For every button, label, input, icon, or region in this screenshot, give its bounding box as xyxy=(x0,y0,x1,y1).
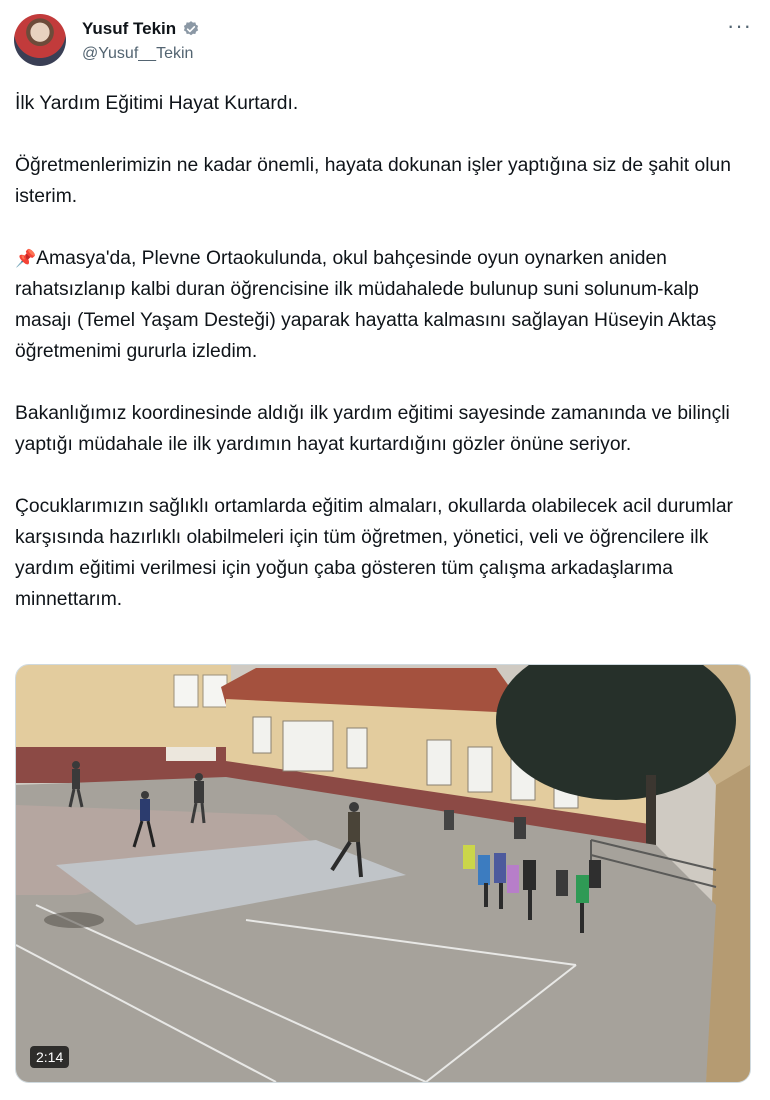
tweet-paragraph-1: İlk Yardım Eğitimi Hayat Kurtardı. xyxy=(15,93,299,114)
tweet-paragraph-5: Çocuklarımızın sağlıklı ortamlarda eğitim almaları, okullarda olabilecek acil durumlar karşısında hazırlıklı olabilmeleri için tüm öğretmen, yönetici, veli ve öğrencilere ilk yardım eğitimi verilmesi için yoğun çaba gösteren tüm çalışma arkadaşlarıma minnettarım. xyxy=(15,496,733,610)
tweet-paragraph-3-text: Amasya'da, Plevne Ortaokulunda, okul bahçesinde oyun oynarken aniden rahatsızlanıp kalbi duran öğrencisine ilk müdahalede bulunup suni solunum-kalp masajı (Temel Yaşam Desteği) yaparak hayatta kalmasını sağlayan Hüseyin Aktaş öğretmenimi gururla izledim. xyxy=(15,248,717,362)
tweet-paragraph-3 xyxy=(15,243,755,367)
tweet-paragraph-4: Bakanlığımız koordinesinde aldığı ilk yardım eğitimi sayesinde zamanında ve bilinçli yaptığı müdahale ile ilk yardımın hayat kurtardığını gözler önüne seriyor. xyxy=(15,403,730,455)
author-handle[interactable]: @Yusuf__Tekin xyxy=(82,45,194,62)
author-name-row xyxy=(82,19,200,39)
author-display-name[interactable]: Yusuf Tekin xyxy=(82,19,177,38)
video-player[interactable] xyxy=(15,664,751,1083)
video-frame xyxy=(16,665,750,1082)
verified-badge-icon xyxy=(182,20,200,38)
tweet-paragraph-2: Öğretmenlerimizin ne kadar önemli, hayata dokunan işler yaptığına siz de şahit olun isterim. xyxy=(15,155,731,207)
tweet-text xyxy=(15,88,755,646)
more-options-icon[interactable]: ··· xyxy=(727,13,752,38)
avatar[interactable] xyxy=(14,14,66,66)
tweet-header xyxy=(14,12,756,72)
video-duration-badge: 2:14 xyxy=(30,1046,69,1068)
pushpin-icon: 📌 xyxy=(15,249,37,268)
